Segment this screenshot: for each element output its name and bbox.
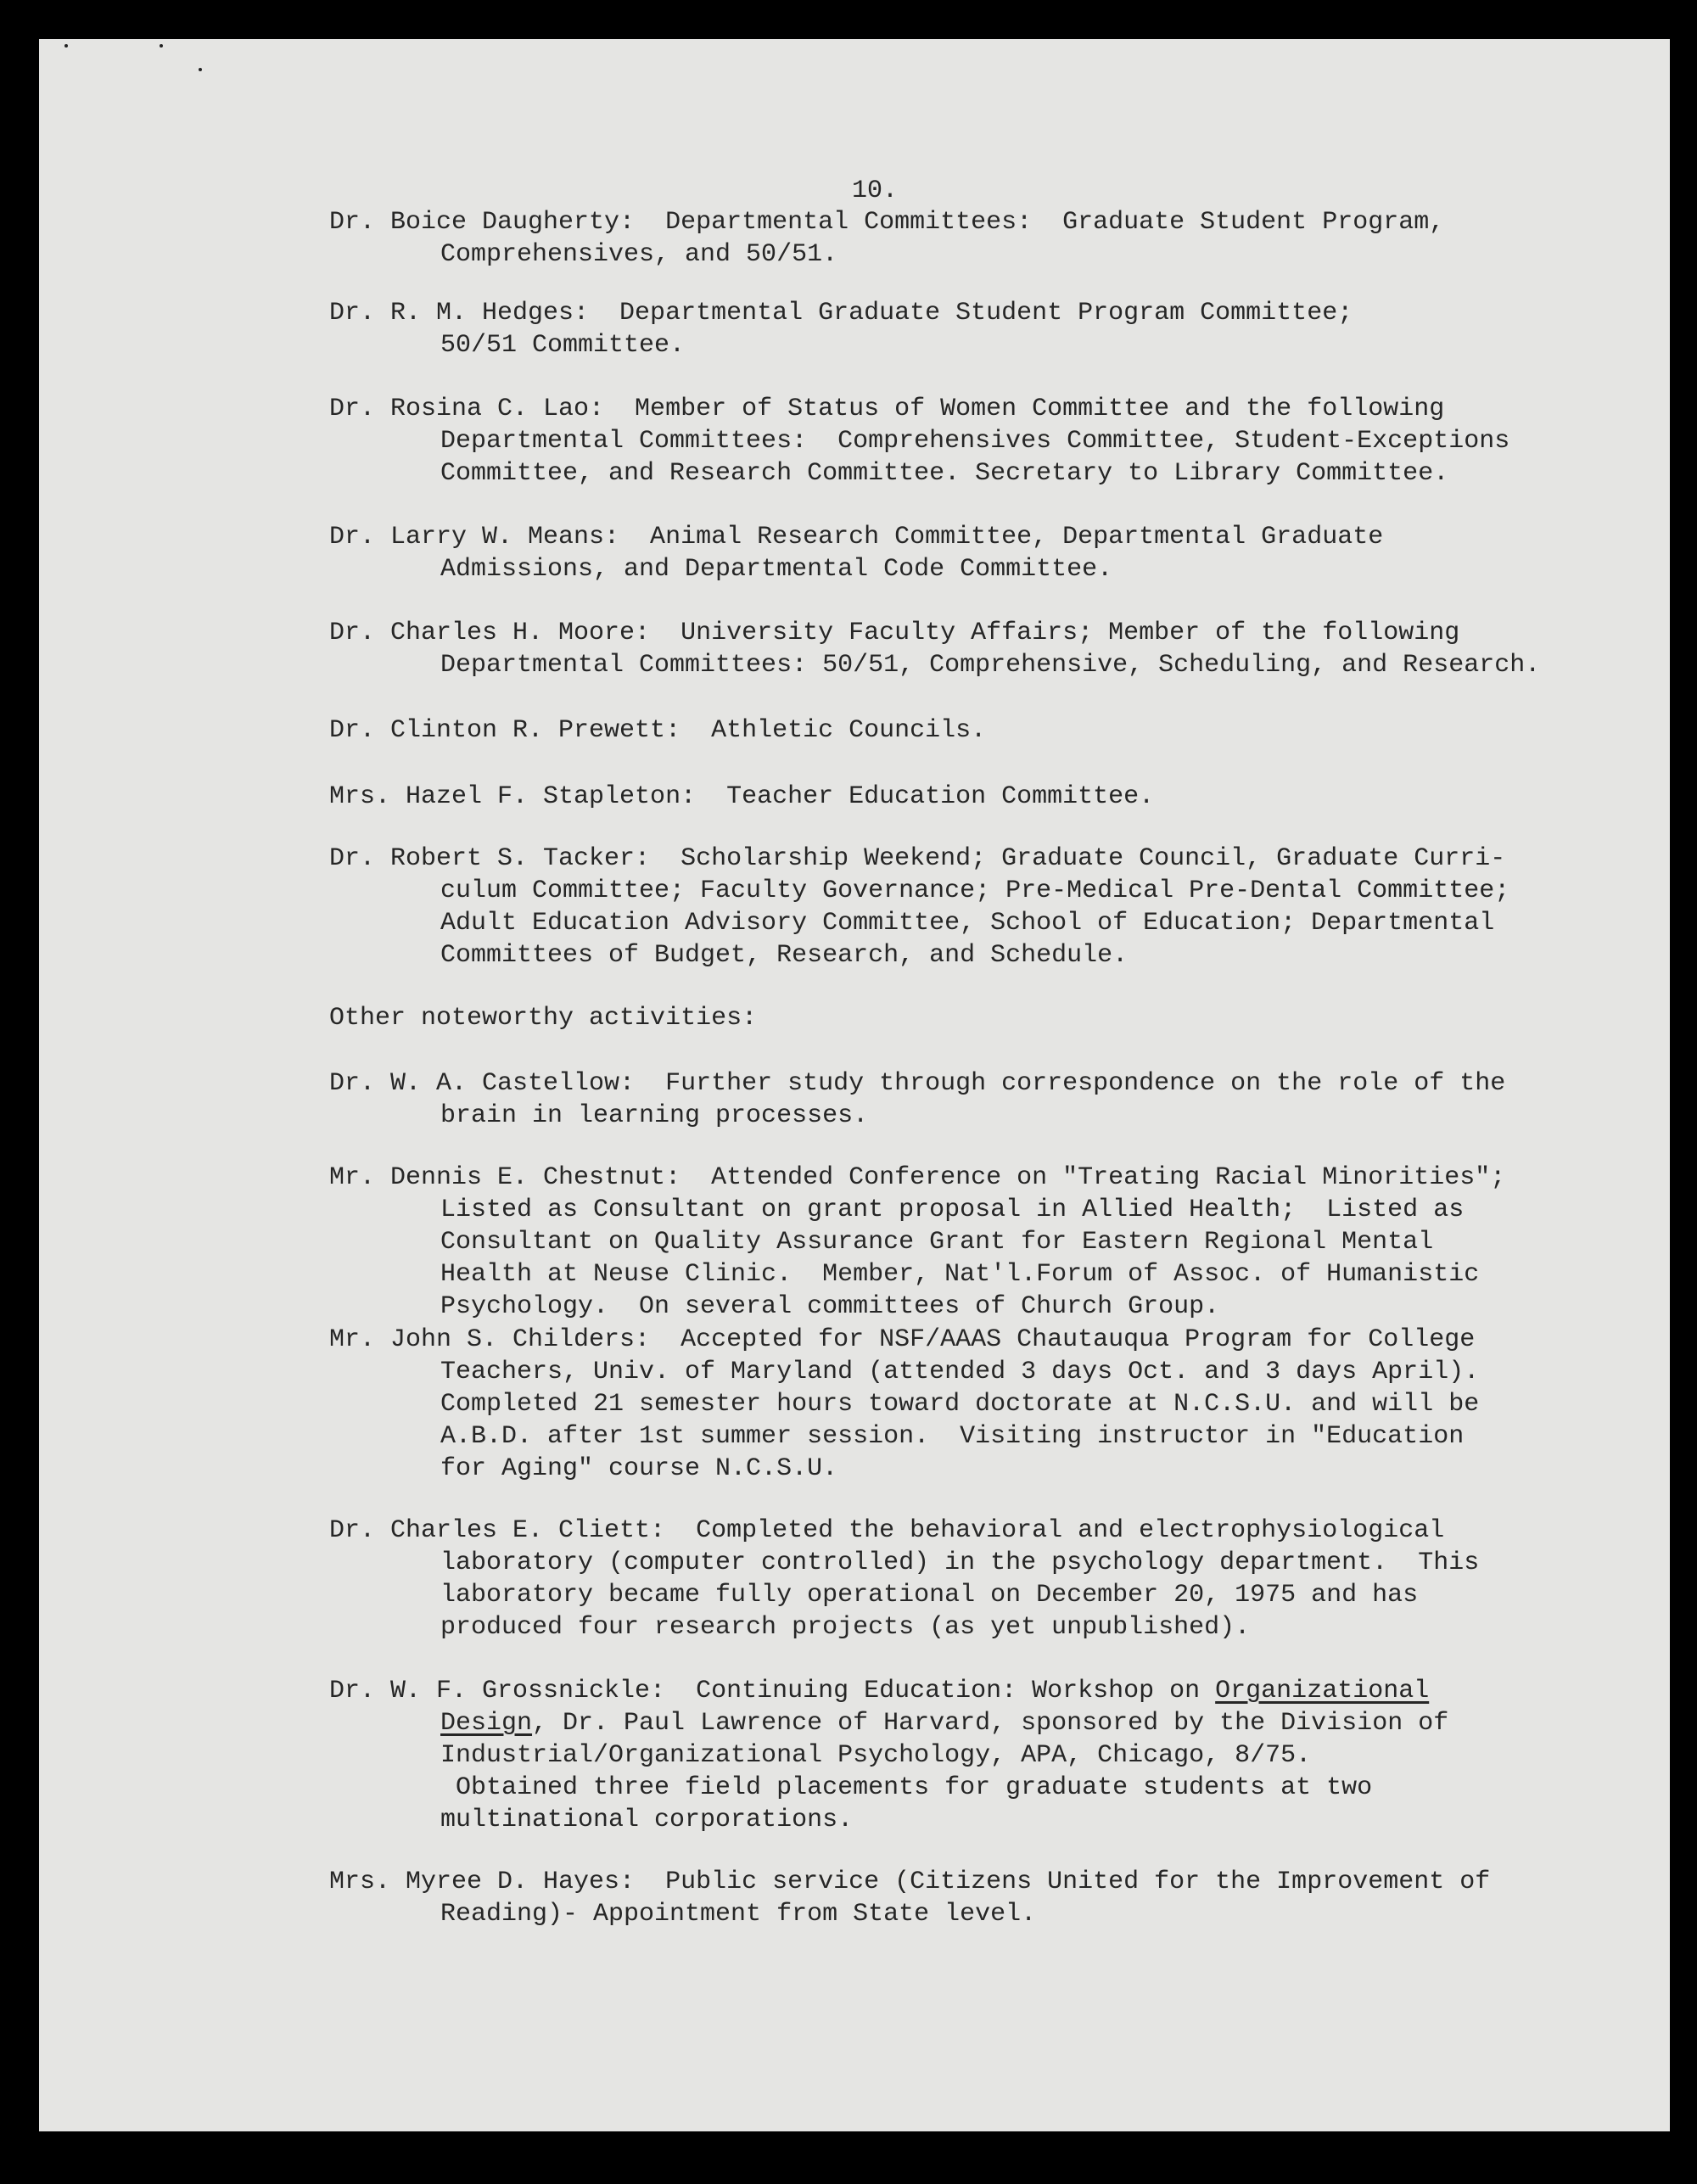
document-page bbox=[39, 39, 1670, 2131]
text-segment: Dr. W. F. Grossnickle: Continuing Education: Workshop on bbox=[329, 1677, 1216, 1705]
entry-line: Consultant on Quality Assurance Grant for Eastern Regional Mental bbox=[440, 1228, 1434, 1257]
speck-mark bbox=[64, 44, 68, 48]
entry-line: Industrial/Organizational Psychology, APA, Chicago, 8/75. bbox=[440, 1741, 1312, 1770]
entry-line: 50/51 Committee. bbox=[440, 331, 686, 360]
entry-line: Dr. Larry W. Means: Animal Research Committee, Departmental Graduate bbox=[329, 523, 1384, 552]
text-segment: , Dr. Paul Lawrence of Harvard, sponsored by the Division of bbox=[532, 1709, 1449, 1738]
entry bbox=[329, 1067, 1505, 1132]
entry bbox=[329, 1324, 1479, 1485]
speck-mark bbox=[160, 44, 163, 48]
entry-line: Departmental Committees: Comprehensives Committee, Student-Exceptions bbox=[440, 427, 1510, 456]
entry-line: Dr. Charles E. Cliett: Completed the behavioral and electrophysiological bbox=[329, 1516, 1445, 1545]
entry bbox=[329, 1162, 1505, 1323]
entry-line: Mrs. Hazel F. Stapleton: Teacher Education Committee. bbox=[329, 782, 1155, 811]
entry-line: Dr. Charles H. Moore: University Faculty Affairs; Member of the following bbox=[329, 619, 1460, 647]
entry bbox=[329, 1866, 1490, 1930]
underlined-text: Design bbox=[440, 1709, 533, 1738]
entry-line: Other noteworthy activities: bbox=[329, 1004, 758, 1033]
entry bbox=[329, 521, 1383, 585]
entry-line: Psychology. On several committees of Church Group. bbox=[440, 1292, 1220, 1321]
entry bbox=[329, 206, 1444, 271]
entry-line bbox=[329, 1675, 1448, 1707]
entry-line: Reading)- Appointment from State level. bbox=[440, 1900, 1037, 1929]
entry-line: Mr. Dennis E. Chestnut: Attended Conference on "Treating Racial Minorities"; bbox=[329, 1163, 1506, 1192]
underlined-text: Organizational bbox=[1215, 1677, 1430, 1705]
entry-line: Dr. Rosina C. Lao: Member of Status of Women Committee and the following bbox=[329, 395, 1445, 423]
entry-line: Dr. R. M. Hedges: Departmental Graduate Student Program Committee; bbox=[329, 299, 1353, 328]
entry-line: Dr. Robert S. Tacker: Scholarship Weekend; Graduate Council, Graduate Curri- bbox=[329, 844, 1506, 873]
entry bbox=[329, 843, 1509, 972]
entry bbox=[329, 393, 1509, 490]
entry-line: for Aging" course N.C.S.U. bbox=[440, 1454, 838, 1483]
entry bbox=[329, 781, 1154, 813]
entry-line: Committees of Budget, Research, and Schedule. bbox=[440, 941, 1129, 970]
entry-line: multinational corporations. bbox=[440, 1806, 854, 1834]
entry-line: Dr. W. A. Castellow: Further study through correspondence on the role of the bbox=[329, 1069, 1506, 1098]
entry-line: Health at Neuse Clinic. Member, Nat'l.Forum of Assoc. of Humanistic bbox=[440, 1260, 1480, 1289]
entry-line: Dr. Boice Daugherty: Departmental Committees: Graduate Student Program, bbox=[329, 208, 1445, 237]
entry-line: Adult Education Advisory Committee, School of Education; Departmental bbox=[440, 909, 1495, 938]
entry-line: Departmental Committees: 50/51, Comprehensive, Scheduling, and Research. bbox=[440, 651, 1541, 680]
entry-line: Committee, and Research Committee. Secretary to Library Committee. bbox=[440, 459, 1449, 488]
entry-line: Listed as Consultant on grant proposal in Allied Health; Listed as bbox=[440, 1196, 1465, 1224]
entry bbox=[329, 297, 1353, 361]
entry bbox=[329, 1675, 1448, 1836]
entry-line: Completed 21 semester hours toward doctorate at N.C.S.U. and will be bbox=[440, 1390, 1480, 1419]
section-heading bbox=[329, 1002, 757, 1034]
entry-line: Dr. Clinton R. Prewett: Athletic Councils. bbox=[329, 716, 987, 745]
entry-line: brain in learning processes. bbox=[440, 1101, 869, 1130]
entry-line: laboratory (computer controlled) in the psychology department. This bbox=[440, 1548, 1480, 1577]
entry-line: Obtained three field placements for graduate students at two bbox=[440, 1773, 1373, 1802]
entry-line: Admissions, and Departmental Code Committee. bbox=[440, 555, 1113, 584]
entry bbox=[329, 1515, 1479, 1644]
entry-line: Mr. John S. Childers: Accepted for NSF/AAAS Chautauqua Program for College bbox=[329, 1325, 1476, 1354]
entry bbox=[329, 617, 1540, 681]
entry-line: laboratory became fully operational on December 20, 1975 and has bbox=[440, 1581, 1419, 1610]
entry-line: culum Committee; Faculty Governance; Pre-Medical Pre-Dental Committee; bbox=[440, 876, 1510, 905]
entry-line: Comprehensives, and 50/51. bbox=[440, 240, 838, 269]
entry bbox=[329, 714, 986, 747]
entry-line: produced four research projects (as yet unpublished). bbox=[440, 1613, 1251, 1642]
entry-line: Teachers, Univ. of Maryland (attended 3 days Oct. and 3 days April). bbox=[440, 1358, 1480, 1386]
entry-line: A.B.D. after 1st summer session. Visiting instructor in "Education bbox=[440, 1422, 1465, 1451]
entry-line: Mrs. Myree D. Hayes: Public service (Citizens United for the Improvement of bbox=[329, 1868, 1491, 1896]
page-number: 10. bbox=[852, 176, 899, 205]
entry-line bbox=[329, 1707, 1448, 1739]
speck-mark bbox=[199, 68, 202, 71]
